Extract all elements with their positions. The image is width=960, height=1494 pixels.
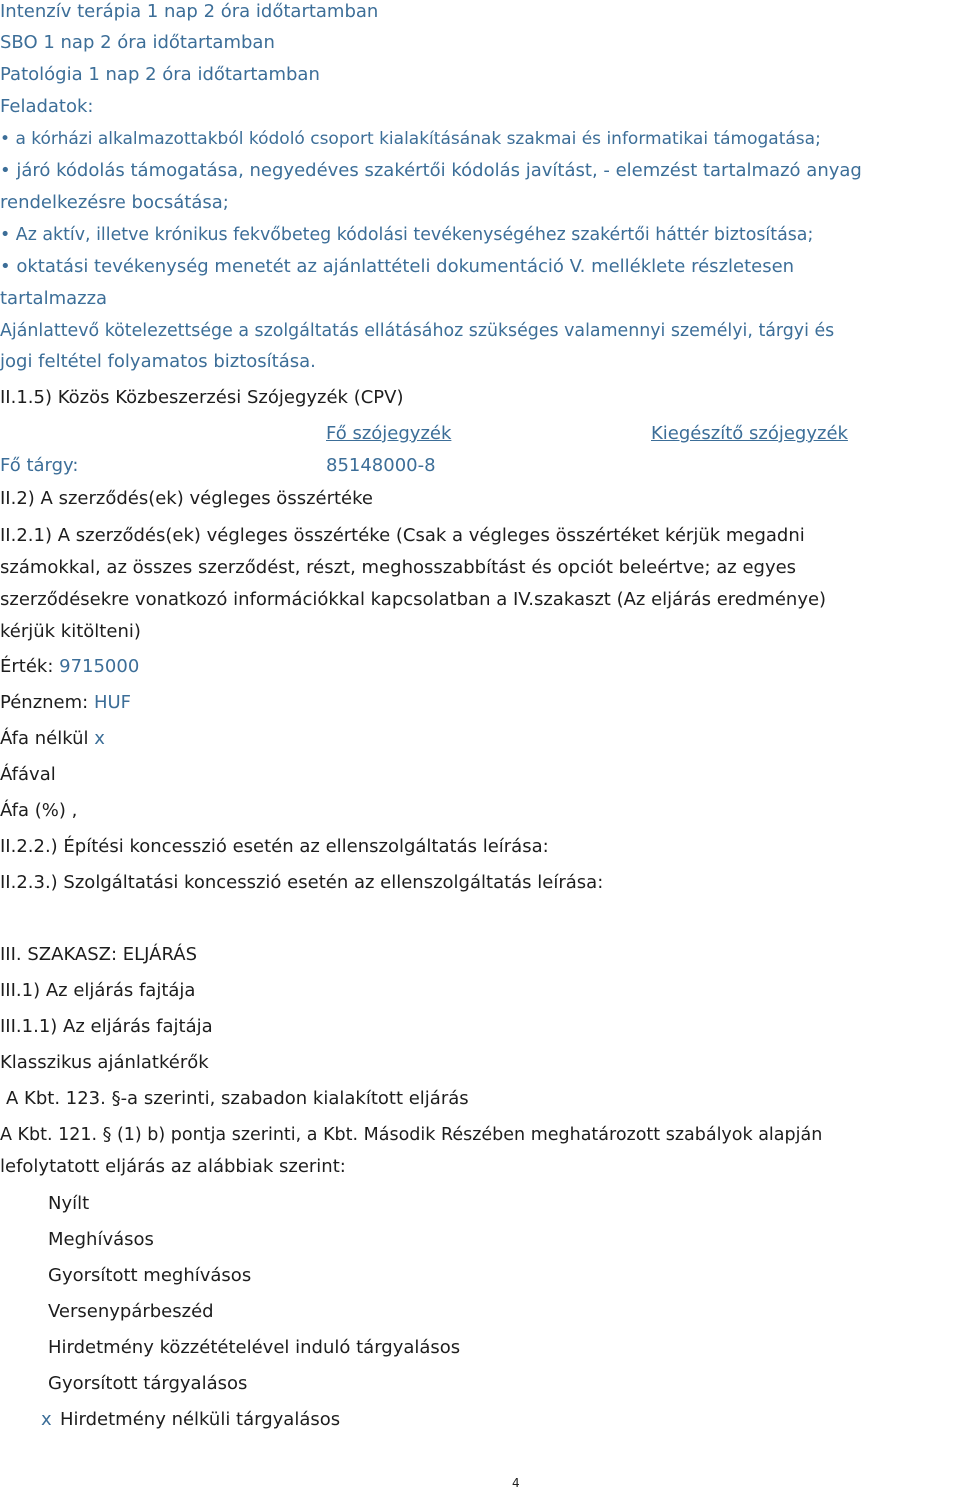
value-heading: II.2) A szerződés(ek) végleges összértéke bbox=[0, 488, 373, 509]
procedure-type-heading: III.1) Az eljárás fajtája bbox=[0, 980, 196, 1001]
task-bullet-4-cont: tartalmazza bbox=[0, 288, 108, 309]
value-paragraph-3: szerződésekre vonatkozó információkkal kapcsolatban a IV.szakaszt (Az eljárás eredménye) bbox=[0, 589, 827, 610]
services-concession-label: II.2.3.) Szolgáltatási koncesszió esetén az ellenszolgáltatás leírása: bbox=[0, 872, 604, 893]
selected-option-mark: x bbox=[41, 1409, 52, 1430]
procedure-option-negotiated-without-notice: Hirdetmény nélküli tárgyalásos bbox=[60, 1409, 341, 1430]
value-paragraph-4: kérjük kitölteni) bbox=[0, 621, 141, 642]
intro-line-2: SBO 1 nap 2 óra időtartamban bbox=[0, 32, 275, 53]
value-row bbox=[0, 655, 139, 679]
currency-value: HUF bbox=[93, 692, 132, 713]
with-vat-label: Áfával bbox=[0, 764, 56, 785]
task-bullet-3: • Az aktív, illetve krónikus fekvőbeteg kódolási tevékenységéhez szakértői háttér biztosítása; bbox=[0, 223, 813, 247]
value-paragraph-2: számokkal, az összes szerződést, részt, meghosszabbítást és opciót beleértve; az egyes bbox=[0, 557, 797, 578]
classic-contracting-label: Klasszikus ajánlatkérők bbox=[0, 1052, 209, 1073]
task-bullet-4: • oktatási tevékenység menetét az ajánlattételi dokumentáció V. melléklete részletesen bbox=[0, 255, 794, 279]
intro-line-1: Intenzív terápia 1 nap 2 óra időtartamban bbox=[0, 1, 379, 22]
main-object-code: 85148000-8 bbox=[326, 455, 436, 476]
procedure-type-subheading: III.1.1) Az eljárás fajtája bbox=[0, 1016, 213, 1037]
main-vocabulary-header: Fő szójegyzék bbox=[326, 423, 452, 444]
obligation-line-1: Ajánlattevő kötelezettsége a szolgáltatás ellátásához szükséges valamennyi személyi, tárgyi és bbox=[0, 321, 835, 341]
no-vat-row bbox=[0, 727, 105, 751]
procedure-option-negotiated-with-notice: Hirdetmény közzétételével induló tárgyalásos bbox=[48, 1337, 461, 1358]
obligation-line-2: jogi feltétel folyamatos biztosítása. bbox=[0, 351, 316, 372]
value-amount: 9715000 bbox=[59, 656, 140, 677]
task-bullet-1: • a kórházi alkalmazottakból kódoló csoport kialakításának szakmai és informatikai támogatása; bbox=[0, 127, 821, 151]
procedure-option-open: Nyílt bbox=[48, 1193, 90, 1214]
task-bullet-2: • járó kódolás támogatása, negyedéves szakértői kódolás javítást, - elemzést tartalmazó anyag bbox=[0, 159, 862, 183]
works-concession-label: II.2.2.) Építési koncesszió esetén az ellenszolgáltatás leírása: bbox=[0, 836, 549, 857]
tasks-label: Feladatok: bbox=[0, 96, 94, 117]
kbt-121-line-2: lefolytatott eljárás az alábbiak szerint: bbox=[0, 1156, 346, 1177]
no-vat-label: Áfa nélkül bbox=[0, 728, 95, 749]
task-bullet-2-cont: rendelkezésre bocsátása; bbox=[0, 192, 229, 213]
main-object-label: Fő tárgy: bbox=[0, 455, 79, 476]
vat-percent-label: Áfa (%) , bbox=[0, 800, 78, 821]
page-number: 4 bbox=[512, 1476, 520, 1490]
no-vat-mark: x bbox=[94, 728, 105, 749]
section-procedure-title: III. SZAKASZ: ELJÁRÁS bbox=[0, 944, 198, 965]
value-paragraph-1: II.2.1) A szerződés(ek) végleges összértéke (Csak a végleges összértéket kérjük megadni bbox=[0, 525, 805, 546]
currency-row bbox=[0, 691, 131, 715]
kbt-123-line: A Kbt. 123. §-a szerinti, szabadon kialakított eljárás bbox=[6, 1088, 469, 1109]
intro-line-3: Patológia 1 nap 2 óra időtartamban bbox=[0, 64, 320, 85]
currency-label: Pénznem: bbox=[0, 692, 94, 713]
kbt-121-line-1: A Kbt. 121. § (1) b) pontja szerinti, a Kbt. Második Részében meghatározott szabályok alapján bbox=[0, 1125, 823, 1145]
value-label: Érték: bbox=[0, 656, 60, 677]
cpv-heading: II.1.5) Közös Közbeszerzési Szójegyzék (CPV) bbox=[0, 387, 404, 408]
procedure-option-accelerated-restricted: Gyorsított meghívásos bbox=[48, 1265, 252, 1286]
supplementary-vocabulary-header: Kiegészítő szójegyzék bbox=[651, 423, 848, 444]
procedure-option-competitive-dialogue: Versenypárbeszéd bbox=[48, 1301, 214, 1322]
procedure-option-restricted: Meghívásos bbox=[48, 1229, 154, 1250]
procedure-option-accelerated-negotiated: Gyorsított tárgyalásos bbox=[48, 1373, 248, 1394]
